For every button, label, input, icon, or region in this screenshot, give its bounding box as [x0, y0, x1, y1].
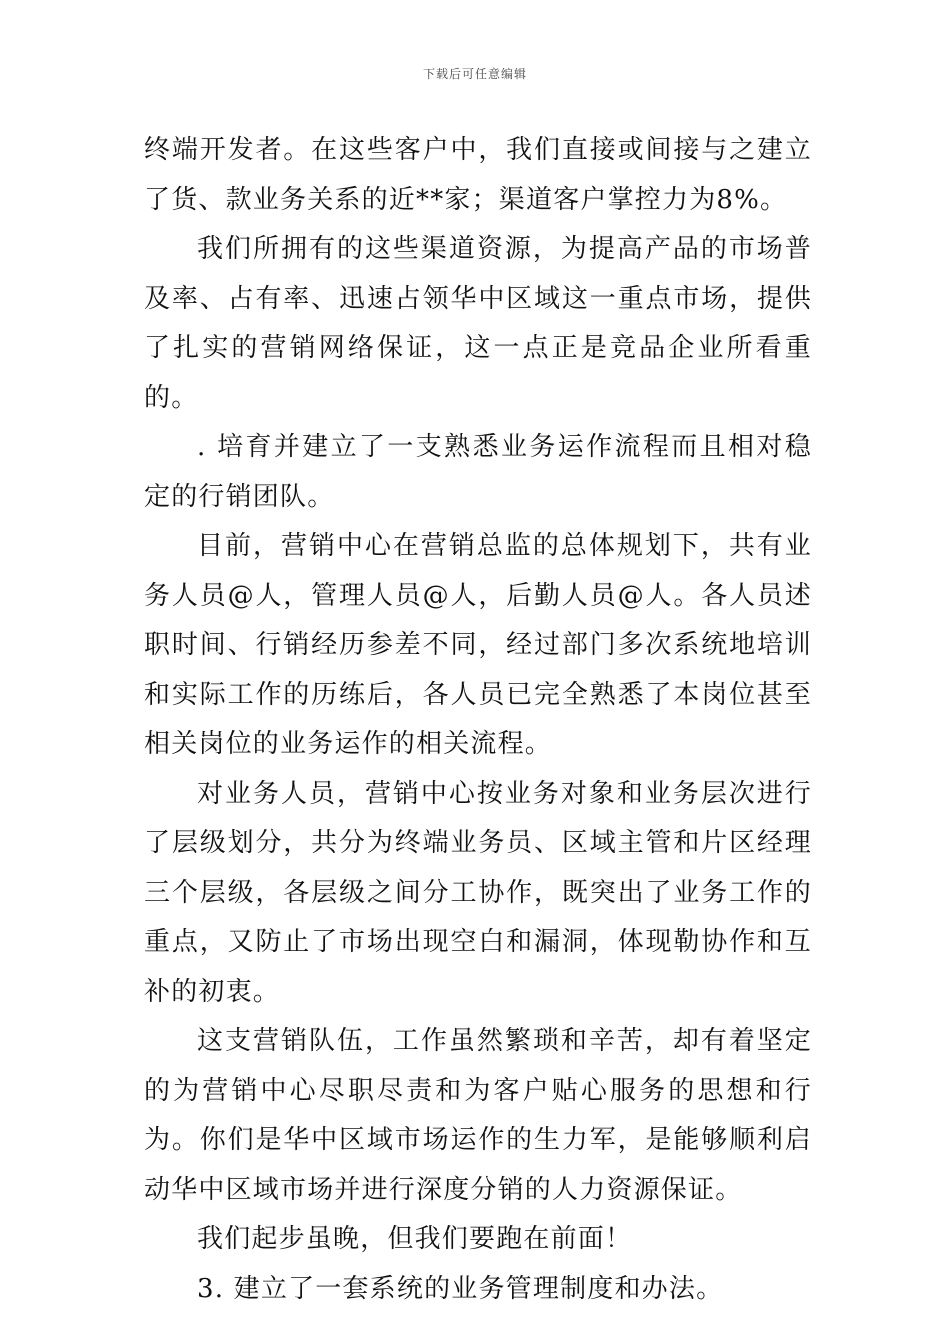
paragraph-4: 目前，营销中心在营销总监的总体规划下，共有业务人员@人，管理人员@人，后勤人员@人。各人员述职时间、行销经历参差不同，经过部门多次系统地培训和实际工作的历练后，各人员已完全熟悉了本岗位甚至相关岗位的业务运作的相关流程。 — [144, 531, 812, 759]
page-header-note: 下载后可任意编辑 — [422, 67, 527, 81]
paragraph-1: 终端开发者。在这些客户中，我们直接或间接与之建立了货、款业务关系的近**家；渠道客户掌控力为8%。 — [144, 135, 812, 215]
paragraph-7: 我们起步虽晚，但我们要跑在前面！ — [197, 1224, 633, 1254]
paragraph-6: 这支营销队伍，工作虽然繁琐和辛苦，却有着坚定的为营销中心尽职尽责和为客户贴心服务的思想和行为。你们是华中区域市场运作的生力军，是能够顺利启动华中区域市场并进行深度分销的人力资源保证。 — [144, 1026, 812, 1205]
paragraph-2: 我们所拥有的这些渠道资源，为提高产品的市场普及率、占有率、迅速占领华中区域这一重点市场，提供了扎实的营销网络保证，这一点正是竞品企业所看重的。 — [144, 234, 812, 413]
document-body — [144, 126, 812, 1314]
paragraph-3: . 培育并建立了一支熟悉业务运作流程而且相对稳定的行销团队。 — [144, 432, 812, 512]
paragraph-5: 对业务人员，营销中心按业务对象和业务层次进行了层级划分，共分为终端业务员、区域主管和片区经理三个层级，各层级之间分工协作，既突出了业务工作的重点，又防止了市场出现空白和漏洞，体现勒协作和互补的初衷。 — [144, 778, 812, 1007]
paragraph-8: 3. 建立了一套系统的业务管理制度和办法。 — [197, 1273, 724, 1304]
